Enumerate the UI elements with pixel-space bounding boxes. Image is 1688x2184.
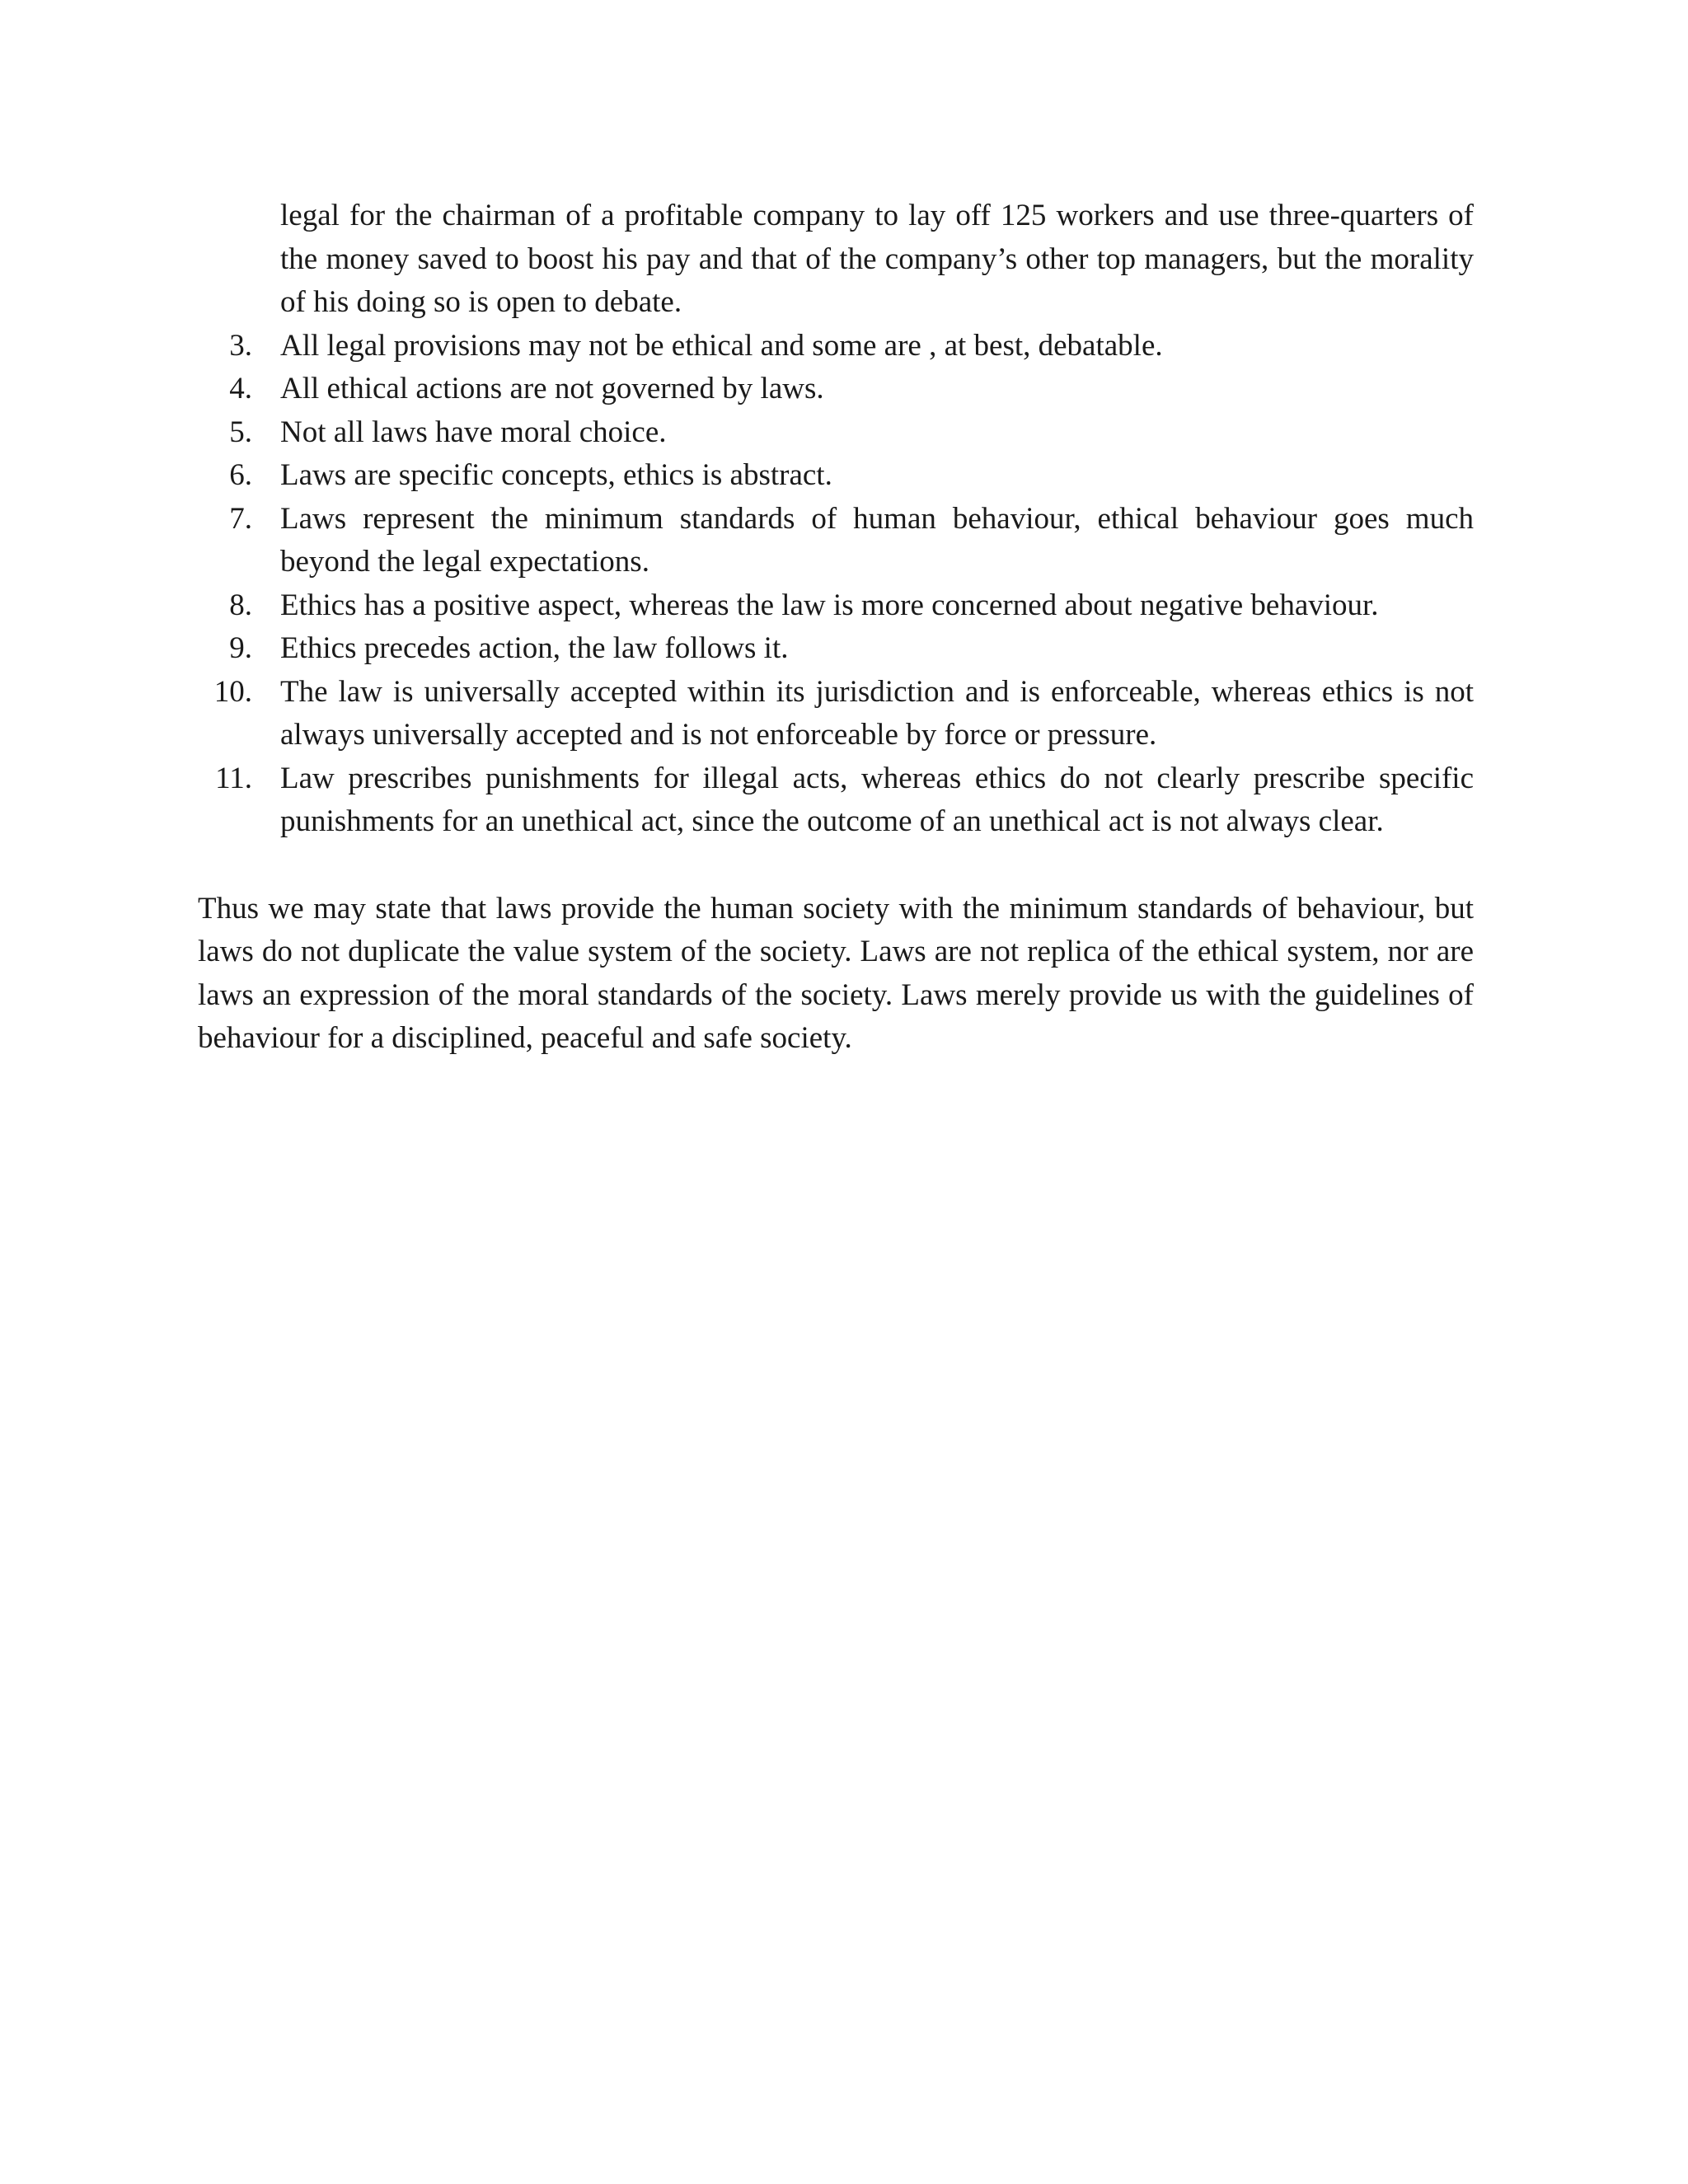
- list-item-text: Not all laws have moral choice.: [280, 415, 667, 449]
- conclusion-paragraph: Thus we may state that laws provide the human society with the minimum standards of behaviour, but laws do not duplicate the value system of the society. Laws are not replica of the ethical system, nor are laws an expression of the moral standards of the society. Laws merely provide us with the guidelines of behaviour for a disciplined, peaceful and safe society.: [198, 891, 1474, 1055]
- list-item-text: All legal provisions may not be ethical and some are , at best, debatable.: [280, 328, 1163, 363]
- list-item-number: 11.: [215, 761, 252, 795]
- list-item: [198, 671, 1474, 757]
- list-item-number: 9.: [229, 631, 252, 665]
- list-item-number: 7.: [229, 501, 252, 536]
- list-item: [198, 498, 1474, 584]
- list-item-text: All ethical actions are not governed by laws.: [280, 372, 824, 405]
- list-item-text: legal for the chairman of a profitable company to lay off 125 workers and use three-quarters of the money saved to boost his pay and that of the company’s other top managers, but the morality of his doing so is open to debate.: [280, 199, 1474, 319]
- list-item-number: 10.: [213, 674, 252, 709]
- list-item: [198, 368, 1474, 411]
- list-item-text: Law prescribes punishments for illegal acts, whereas ethics do not clearly prescribe specific punishments for an unethical act, since the outcome of an unethical act is not always clear.: [280, 761, 1474, 838]
- list-item-text: The law is universally accepted within its jurisdiction and is enforceable, whereas ethics is not always universally accepted and is not enforceable by force or pressure.: [280, 674, 1474, 752]
- list-item: [198, 454, 1474, 498]
- list-item-number: 3.: [229, 328, 252, 363]
- list-item-text: Laws represent the minimum standards of human behaviour, ethical behaviour goes much beyond the legal expectations.: [280, 501, 1474, 579]
- list-item-number: 5.: [229, 415, 252, 449]
- list-item-number: 8.: [229, 588, 252, 622]
- comparison-list: [198, 194, 1474, 844]
- list-item: [198, 325, 1474, 368]
- list-item-text: Laws are specific concepts, ethics is abstract.: [280, 458, 832, 492]
- list-item-text: Ethics has a positive aspect, whereas the law is more concerned about negative behaviour.: [280, 588, 1379, 622]
- list-item: [198, 627, 1474, 671]
- list-item-number: 4.: [229, 372, 252, 405]
- document-page: [198, 194, 1474, 1091]
- list-item-text: Ethics precedes action, the law follows it.: [280, 631, 789, 665]
- list-item: [198, 411, 1474, 455]
- list-item: [198, 584, 1474, 628]
- list-item-number: 6.: [229, 458, 252, 492]
- list-item: [198, 757, 1474, 844]
- list-item: [198, 194, 1474, 325]
